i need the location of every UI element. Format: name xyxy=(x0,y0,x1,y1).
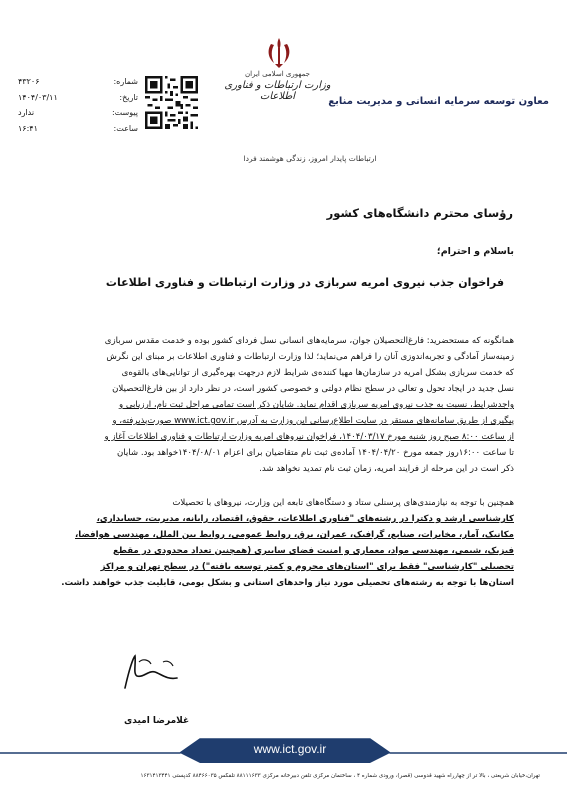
paragraph-1-line: تا ساعت ۱۶:۰۰روز جمعه مورخ ۱۴۰۴/۰۴/۲۰ آماده‌ی ثبت نام متقاضیان برای اعزام ۱۴۰۴/۰۸/۰۱خواهد بود. شایان xyxy=(116,448,514,458)
paragraph-2-line: تحصیلی "کارشناسی" فقط برای "استان‌های محروم و کمتر توسعه یافته") در سطح تهران و مراکز xyxy=(100,562,514,572)
paragraph-2 xyxy=(59,495,514,591)
greeting: باسلام و احترام؛ xyxy=(436,246,514,257)
number-label: شماره: xyxy=(113,77,138,86)
date-value: ۱۴۰۴/۰۳/۱۱ xyxy=(18,92,58,102)
ministry-superscript: جمهوری اسلامی ایران xyxy=(245,70,310,78)
meta-date-row xyxy=(18,90,138,106)
paragraph-2-line: همچنین با توجه به نیازمندی‌های پرسنلی ستاد و دستگاه‌های تابعه این وزارت، نیروهای با تحصیلات xyxy=(172,498,514,508)
footer-website-link[interactable]: www.ict.gov.ir xyxy=(253,742,327,756)
signer-name: غلامرضا امیدی xyxy=(124,716,190,726)
ministry-logo xyxy=(210,70,345,102)
deputy-title: معاون توسعه سرمایه انسانی و مدیریت منابع xyxy=(328,96,549,107)
paragraph-2-line: استان‌ها با توجه به رشته‌های تحصیلی مورد نیاز واحدهای استانی و بشکل بومی، قابلیت جذب خواهند داشت. xyxy=(61,578,514,588)
number-value: ۴۳۲۰۶ xyxy=(18,77,40,86)
letter-meta xyxy=(18,74,138,136)
addressee: رؤسای محترم دانشگاه‌های کشور xyxy=(326,206,513,220)
meta-time-row xyxy=(18,121,138,137)
qr-code-icon xyxy=(145,75,198,130)
ministry-name: وزارت ارتباطات و فناوری اطلاعات xyxy=(224,80,331,102)
paragraph-1-line: نسل جدید در ایجاد تحول و تعالی در سطح نظام دولتی و خصوصی کشور است، در نظر دارد از بین فارغ‌التحصیلان xyxy=(112,384,514,394)
letter-subject: فراخوان جذب نیروی امریه سربازی در وزارت ارتباطات و فناوری اطلاعات xyxy=(105,276,505,289)
paragraph-1-line: پیگیری از طریق سامانه‌های مستقر در سایت اطلاع‌رسانی این وزارت به آدرس www.ict.gov.ir صورت‌پذیرفته، و xyxy=(112,416,514,426)
paragraph-1-line: همانگونه که مستحضرید: فارغ‌التحصیلان جوان، سرمایه‌های انسانی نسل فردای کشور بوده و خدمت مقدس سربازی xyxy=(104,336,514,346)
attachment-label: پیوست: xyxy=(111,108,138,117)
paragraph-1-line: واجدشرایط، نسبت به جذب نیروی امریه سربازی اقدام نماید. شایان ذکر است تمامی مراحل ثبت نام، ارزیابی و xyxy=(118,400,514,410)
paragraph-2-line: مکانیک، آمار، مخابرات، صنایع، گرافیک، عمران، برق، روابط عمومی، روابط بین الملل، مهندسی هوافضا، xyxy=(75,530,514,540)
meta-number-row xyxy=(18,74,138,90)
paragraph-2-line: فیزیک، شیمی، مهندسی مواد، معماری و امنیت فضای سایبری (همچنین تعداد محدودی در مقطع xyxy=(112,546,514,556)
paragraph-1-line: از ساعت ۸:۰۰ صبح روز شنبه مورخ ۱۴۰۴/۰۳/۱۷، فراخوان نیروهای امریه وزارت ارتباطات و فناوری اطلاعات آغاز و xyxy=(104,432,514,442)
paragraph-1-line: که خدمت سربازی بشکل امریه در سازمان‌ها مهیا کننده‌ی شرایط لازم درجهت بهره‌گیری از توانایی‌های بالقوه‌ی xyxy=(121,368,514,378)
time-label: ساعت: xyxy=(113,123,138,133)
paragraph-2-line: کارشناسی ارشد و دکترا در رشته‌های "فناوری اطلاعات، حقوق، اقتصاد، رایانه، مدیریت، حسابداری، xyxy=(96,514,514,524)
paragraph-1-line: ذکر است در این مرحله از فرایند امریه، زمان ثبت نام تمدید نخواهد شد. xyxy=(259,464,514,474)
paragraph-1-line: زمینه‌ساز آمادگی و تجربه‌اندوزی آنان را فراهم می‌نماید؛ لذا وزارت ارتباطات و فناوری اطلاعات بر مبنای این نگرش xyxy=(106,352,514,362)
attachment-value: ندارد xyxy=(18,108,35,117)
footer-address: تهران،خیابان شریعتی ، بالا تر از چهارراه شهید قدوسی (قصر)، ورودی شماره ۴ ، ساختمان مرکزی تلفن دبیرخانه مرکزی ۸۸۱۱۱۶۳۳ تلفکس ۸۸۴۶۶۰۳۵ کدپستی ۱۶۳۱۴۱۳۴۴۱ xyxy=(140,773,540,779)
date-label: تاریخ: xyxy=(119,92,138,102)
signature-image xyxy=(115,650,185,695)
paragraph-1 xyxy=(59,333,514,477)
time-value: ۱۶:۴۱ xyxy=(18,123,38,133)
meta-attachment-row xyxy=(18,105,138,121)
iran-emblem-icon xyxy=(265,36,293,70)
slogan: ارتباطات پایدار امروز، زندگی هوشمند فردا xyxy=(243,154,377,163)
